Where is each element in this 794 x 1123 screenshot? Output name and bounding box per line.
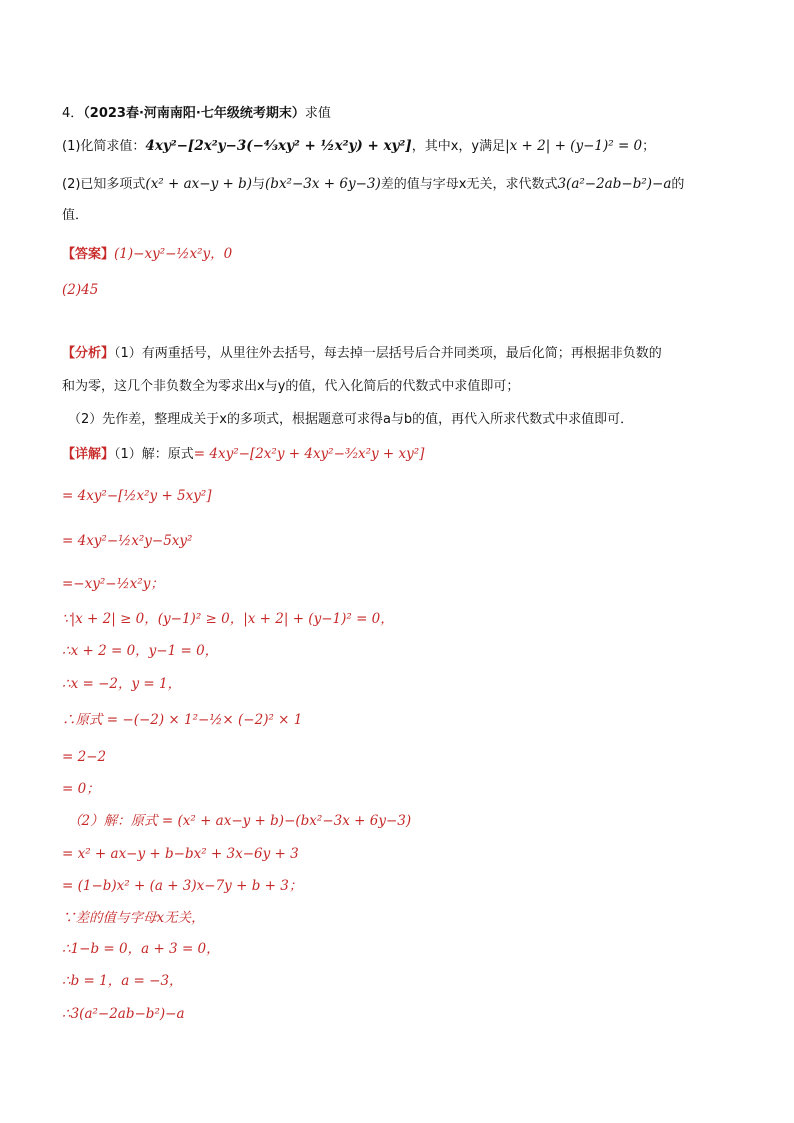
detail-tag: 【详解】 xyxy=(62,447,115,462)
detail-step-8: = 2−2 xyxy=(62,749,107,765)
detail-step-9: = 0； xyxy=(62,781,100,797)
answer-line-1 xyxy=(62,244,734,265)
detail-step-line xyxy=(62,876,734,897)
detail-step-line xyxy=(62,747,734,768)
detail-step-line xyxy=(62,609,734,630)
problem-part2 xyxy=(62,174,734,195)
analysis-line-3: （2）先作差，整理成关于x的多项式，根据题意可求得a与b的值，再代入所求代数式中求值即可． xyxy=(68,412,634,427)
detail-step-line xyxy=(62,908,734,929)
detail-step-10: （2）解：原式 = (x² + ax−y + b)−(bx²−3x + 6y−3) xyxy=(68,813,412,829)
detail-step-line xyxy=(62,844,734,865)
detail-step-3: =−xy²−½x²y； xyxy=(62,576,164,592)
part1-end: ； xyxy=(642,139,656,154)
detail-step-line xyxy=(62,779,734,800)
part1-label: (1)化简求值： xyxy=(62,139,146,154)
problem-header xyxy=(62,104,734,124)
problem-part2-line2: 值． xyxy=(62,208,89,223)
detail-step-15: ∴b = 1，a = −3， xyxy=(62,973,183,989)
part2-label: (2)已知多项式 xyxy=(62,177,146,192)
analysis-text-1: （1）有两重括号，从里往外去括号，每去掉一层括号后合并同类项，最后化简；再根据非负数的 xyxy=(114,346,662,361)
part2-expression-3: 3(a²−2ab−b²)−a xyxy=(557,176,672,192)
answer-part1: (1)−xy²−½x²y，0 xyxy=(114,246,233,262)
detail-step-1: = 4xy²−[½x²y + 5xy²] xyxy=(62,488,212,504)
part2-text-3: 的 xyxy=(671,177,685,192)
detail-step-line xyxy=(62,674,734,695)
detail-step-line xyxy=(62,486,734,507)
detail-step-14: ∴1−b = 0，a + 3 = 0， xyxy=(62,941,220,957)
detail-step-12: = (1−b)x² + (a + 3)x−7y + b + 3； xyxy=(62,878,303,894)
detail-step-13: ∵差的值与字母x无关， xyxy=(62,910,205,926)
part2-text-1: 与 xyxy=(252,177,266,192)
detail-step-6: ∴x = −2，y = 1， xyxy=(62,676,182,692)
analysis-line-2: 和为零，这几个非负数全为零求出x与y的值，代入化简后的代数式中求值即可； xyxy=(62,379,520,394)
detail-step-4: ∵|x + 2| ≥ 0，(y−1)² ≥ 0，|x + 2| + (y−1)² = 0， xyxy=(62,611,394,627)
part2-text-2: 差的值与字母x无关，求代数式 xyxy=(380,177,558,192)
part1-condition-expression: |x + 2| + (y−1)² = 0 xyxy=(505,138,643,154)
part2-expression-2: (bx²−3x + 6y−3) xyxy=(265,176,381,192)
detail-step-line xyxy=(62,1004,734,1025)
detail-step-line xyxy=(62,971,734,992)
detail-step-line xyxy=(62,710,734,731)
problem-source: （2023春·河南南阳·七年级统考期末） xyxy=(83,106,305,121)
part2-expression-1: (x² + ax−y + b) xyxy=(145,176,253,192)
detail-step-5: ∴x + 2 = 0，y−1 = 0， xyxy=(62,643,219,659)
detail-step-line xyxy=(62,574,734,595)
detail-step-line xyxy=(68,811,734,832)
detail-line-intro xyxy=(62,444,734,465)
problem-number: 4． xyxy=(62,106,84,121)
answer-part2: (2)45 xyxy=(62,282,99,298)
detail-step-line xyxy=(62,641,734,662)
detail-step-11: = x² + ax−y + b−bx² + 3x−6y + 3 xyxy=(62,846,299,862)
detail-step-2: = 4xy²−½x²y−5xy² xyxy=(62,533,193,549)
problem-part1 xyxy=(62,136,734,157)
detail-step-16: ∴3(a²−2ab−b²)−a xyxy=(62,1006,185,1022)
analysis-tag: 【分析】 xyxy=(62,346,115,361)
detail-step-line xyxy=(62,531,734,552)
answer-tag: 【答案】 xyxy=(62,247,115,262)
part1-expression: 4xy²−[2x²y−3(−⁴⁄₃xy² + ½x²y) + xy²] xyxy=(145,138,412,154)
detail-step-line xyxy=(62,939,734,960)
detail-step-0: = 4xy²−[2x²y + 4xy²−³⁄₂x²y + xy²] xyxy=(193,446,425,462)
detail-step-7: ∴原式 = −(−2) × 1²−½× (−2)² × 1 xyxy=(62,712,303,728)
problem-title: 求值 xyxy=(304,106,331,121)
analysis-line-1 xyxy=(62,344,734,364)
detail-intro: （1）解：原式 xyxy=(114,447,194,462)
part1-condition-text: ，其中x，y满足 xyxy=(411,139,506,154)
answer-line-2 xyxy=(62,280,734,301)
